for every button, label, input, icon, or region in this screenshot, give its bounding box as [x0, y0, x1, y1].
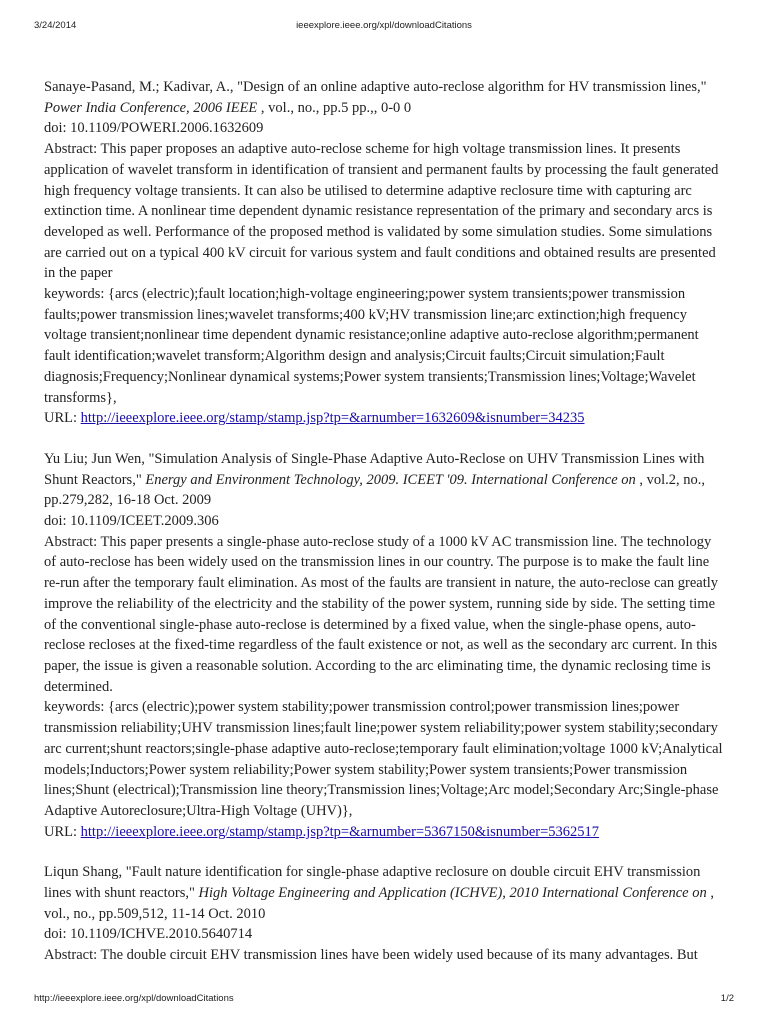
citation-url-label: URL:	[44, 823, 81, 840]
citation-url-label: URL:	[44, 410, 81, 427]
citation-abstract: Abstract: The double circuit EHV transmission lines have been widely used because of its many advantages. But	[44, 947, 698, 964]
citation-title-line	[44, 77, 724, 118]
print-header	[0, 20, 768, 34]
citation-abstract: Abstract: This paper presents a single-phase auto-reclose study of a 1000 kV AC transmission line. The technology of auto-reclose has been widely used on the transmission lines in our country. The purpose is to make the fault line re-run after the temporary fault elimination. As most of the faults are transient in nature, the auto-reclose can greatly improve the reliability of the electricity and the stability of the power system, running side by side. The setting time of the conventional single-phase auto-reclose is determined by a fixed value, when the single-phase opens, auto-reclose recloses at the fixed-time regardless of the fault existence or not, as well as the secondary arc current. In this paper, the issue is given a reasonable solution. According to the arc eliminating time, the dynamic reclosing time is determined.	[44, 533, 718, 695]
citation-authors-title: Yu Liu; Jun Wen, "Simulation Analysis of Single-Phase Adaptive Auto-Reclose on UHV Transmission Lines with Shunt Reactors,"	[44, 450, 705, 488]
citation-url-line	[44, 408, 724, 429]
citation-venue: Energy and Environment Technology, 2009. ICEET '09. International Conference on	[145, 471, 636, 488]
citation-url-link[interactable]: http://ieeexplore.ieee.org/stamp/stamp.jsp?tp=&arnumber=5367150&isnumber=5362517	[80, 823, 600, 840]
citation-title-line	[44, 449, 724, 511]
citation-doi: doi: 10.1109/POWERI.2006.1632609	[44, 120, 264, 137]
citation-doi: doi: 10.1109/ICHVE.2010.5640714	[44, 926, 253, 943]
citation-keywords: keywords: {arcs (electric);fault location;high-voltage engineering;power system transients;power transmission faults;power transmission lines;wavelet transforms;400 kV;HV transmission line;arc extinction;high frequency voltage transient;nonlinear time dependent dynamic resistance;online adaptive auto-reclose algorithm;permanent fault identification;wavelet transform;Algorithm design and analysis;Circuit faults;Circuit simulation;Fault diagnosis;Frequency;Nonlinear dynamical systems;Power system transients;Transmission lines;Voltage;Wavelet transforms},	[44, 286, 699, 406]
citation-entry	[44, 449, 724, 842]
citation-url-link[interactable]: http://ieeexplore.ieee.org/stamp/stamp.jsp?tp=&arnumber=1632609&isnumber=34235	[80, 410, 585, 427]
citation-abstract: Abstract: This paper proposes an adaptive auto-reclose scheme for high voltage transmission lines. It presents application of wavelet transform in identification of transient and permanent faults by processing the fault generated high frequency voltage transients. It can also be utilised to determine adaptive reclosure time with capturing arc extinction time. A nonlinear time dependent dynamic resistance representation of the primary and secondary arcs is developed as well. Performance of the proposed method is validated by some simulation studies. Some simulations are carried out on a typical 400 kV circuit for various system and fault conditions and obtained results are presented in the paper	[44, 141, 719, 282]
citation-doi: doi: 10.1109/ICEET.2009.306	[44, 513, 219, 530]
citation-title-line	[44, 862, 724, 924]
citation-details: , vol., no., pp.5 pp.,, 0-0 0	[257, 99, 412, 116]
print-footer	[0, 993, 768, 1007]
citation-venue: High Voltage Engineering and Application (ICHVE), 2010 International Conference on	[198, 885, 707, 902]
citation-authors-title: Sanaye-Pasand, M.; Kadivar, A., "Design of an online adaptive auto-reclose algorithm for HV transmission lines,"	[44, 79, 707, 95]
citation-entry	[44, 862, 724, 966]
print-header-url: ieeexplore.ieee.org/xpl/downloadCitations	[296, 20, 472, 31]
citation-authors-title: Liqun Shang, "Fault nature identification for single-phase adaptive reclosure on double circuit EHV transmission lines with shunt reactors,"	[44, 864, 701, 902]
citation-venue: Power India Conference, 2006 IEEE	[44, 99, 258, 116]
citation-entry	[44, 77, 724, 429]
citation-keywords: keywords: {arcs (electric);power system stability;power transmission control;power transmission lines;power transmission reliability;UHV transmission lines;fault line;power system reliability;power system stability;secondary arc current;shunt reactors;single-phase adaptive auto-reclose;temporary fault elimination;voltage 1000 kV;Analytical models;Inductors;Power system reliability;Power system stability;Power system transients;Power transmission lines;Shunt (electrical);Transmission line theory;Transmission lines;Voltage;Arc model;Secondary Arc;Single-phase Adaptive Autoreclosure;Ultra-High Voltage (UHV)},	[44, 699, 723, 819]
print-footer-url: http://ieeexplore.ieee.org/xpl/downloadCitations	[34, 993, 234, 1004]
citation-details: , vol.2, no., pp.279,282, 16-18 Oct. 2009	[44, 471, 706, 509]
citations-list	[44, 77, 724, 966]
print-date: 3/24/2014	[34, 20, 77, 31]
page-number: 1/2	[720, 993, 734, 1004]
citation-url-line	[44, 822, 724, 843]
citation-details: , vol., no., pp.509,512, 11-14 Oct. 2010	[44, 885, 714, 922]
